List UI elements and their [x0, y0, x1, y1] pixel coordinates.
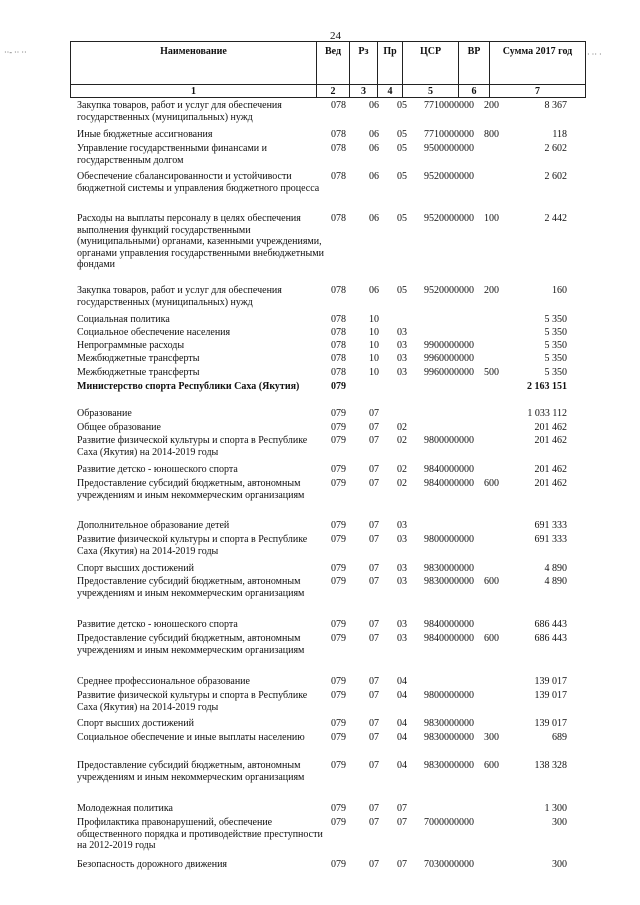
row-ved: 079: [331, 576, 346, 587]
row-ved: 078: [331, 367, 346, 378]
row-pr: 03: [397, 327, 407, 338]
header-name: Наименование: [71, 42, 317, 85]
row-rz: 07: [369, 817, 379, 828]
header-col-4: 4: [378, 85, 403, 98]
row-ved: 078: [331, 171, 346, 182]
row-sum: 2 602: [544, 143, 567, 154]
row-csr: 9960000000: [424, 353, 474, 364]
row-sum: 5 350: [544, 340, 567, 351]
row-sum: 2 602: [544, 171, 567, 182]
row-rz: 07: [369, 563, 379, 574]
row-name: Предоставление субсидий бюджетным, автономным учреждениям и иным некоммерческим организациям: [77, 576, 305, 599]
row-name: Спорт высших достижений: [77, 718, 194, 729]
row-ved: 079: [331, 619, 346, 630]
row-ved: 078: [331, 353, 346, 364]
row-pr: 03: [397, 367, 407, 378]
header-pr: Пр: [378, 42, 403, 85]
row-rz: 07: [369, 859, 379, 870]
row-ved: 079: [331, 718, 346, 729]
row-name: Молодежная политика: [77, 803, 173, 814]
row-ved: 079: [331, 520, 346, 531]
row-name: Расходы на выплаты персоналу в целях обеспечения выполнения функций государственными (муниципальными) органами, казенными учреждениями, органами управления государственными внебюджетными фондами: [77, 213, 324, 270]
row-vr: 600: [484, 633, 499, 644]
row-pr: 03: [397, 520, 407, 531]
row-rz: 07: [369, 408, 379, 419]
row-vr: 600: [484, 576, 499, 587]
row-name: Безопасность дорожного движения: [77, 859, 228, 870]
row-pr: 04: [397, 676, 407, 687]
row-ved: 078: [331, 143, 346, 154]
row-csr: 9800000000: [424, 534, 474, 545]
row-pr: 03: [397, 340, 407, 351]
row-ved: 079: [331, 422, 346, 433]
header-rz: Рз: [350, 42, 378, 85]
row-sum: 201 462: [534, 478, 567, 489]
row-ved: 079: [331, 478, 346, 489]
row-name: Социальная политика: [77, 314, 170, 325]
row-name: Общее образование: [77, 422, 161, 433]
row-vr: 200: [484, 100, 499, 111]
row-csr: 7710000000: [424, 129, 474, 140]
row-rz: 07: [369, 690, 379, 701]
row-sum: 300: [552, 859, 567, 870]
row-name: Закупка товаров, работ и услуг для обеспечения государственных (муниципальных) нужд: [77, 285, 282, 308]
row-ved: 079: [331, 534, 346, 545]
row-sum: 139 017: [534, 676, 567, 687]
header-col-2: 2: [317, 85, 350, 98]
row-name: Иные бюджетные ассигнования: [77, 129, 213, 140]
row-sum: 201 462: [534, 464, 567, 475]
header-col-1: 1: [71, 85, 317, 98]
row-pr: 05: [397, 171, 407, 182]
row-ved: 079: [331, 435, 346, 446]
row-sum: 691 333: [534, 534, 567, 545]
row-csr: 9840000000: [424, 464, 474, 475]
row-ved: 078: [331, 340, 346, 351]
page-number: 24: [330, 30, 341, 42]
row-sum: 686 443: [534, 633, 567, 644]
row-sum: 139 017: [534, 690, 567, 701]
row-sum: 138 328: [534, 760, 567, 771]
row-csr: 9830000000: [424, 576, 474, 587]
row-sum: 5 350: [544, 314, 567, 325]
row-rz: 07: [369, 718, 379, 729]
row-csr: 9960000000: [424, 367, 474, 378]
row-rz: 06: [369, 171, 379, 182]
row-rz: 06: [369, 143, 379, 154]
row-rz: 07: [369, 576, 379, 587]
row-ved: 078: [331, 129, 346, 140]
row-name: Развитие детско - юношеского спорта: [77, 464, 238, 475]
row-name: Закупка товаров, работ и услуг для обеспечения государственных (муниципальных) нужд: [77, 100, 282, 123]
row-vr: 500: [484, 367, 499, 378]
row-name: Среднее профессиональное образование: [77, 676, 250, 687]
row-ved: 079: [331, 732, 346, 743]
row-ved: 079: [331, 676, 346, 687]
row-pr: 02: [397, 422, 407, 433]
row-name: Социальное обеспечение и иные выплаты населению: [77, 732, 305, 743]
row-sum: 689: [552, 732, 567, 743]
row-csr: 7030000000: [424, 859, 474, 870]
row-pr: 07: [397, 803, 407, 814]
row-ved: 079: [331, 760, 346, 771]
row-csr: 9830000000: [424, 718, 474, 729]
row-ved: 078: [331, 314, 346, 325]
row-rz: 07: [369, 732, 379, 743]
row-sum: 118: [552, 129, 567, 140]
row-rz: 07: [369, 478, 379, 489]
row-sum: 300: [552, 817, 567, 828]
row-sum: 5 350: [544, 353, 567, 364]
row-ved: 079: [331, 633, 346, 644]
row-pr: 02: [397, 478, 407, 489]
row-pr: 04: [397, 732, 407, 743]
row-rz: 10: [369, 314, 379, 325]
row-pr: 05: [397, 213, 407, 224]
row-rz: 07: [369, 676, 379, 687]
row-csr: 9520000000: [424, 285, 474, 296]
row-csr: 9500000000: [424, 143, 474, 154]
row-csr: 9520000000: [424, 171, 474, 182]
row-pr: 02: [397, 435, 407, 446]
row-csr: 7710000000: [424, 100, 474, 111]
row-sum: 8 367: [544, 100, 567, 111]
row-vr: 600: [484, 478, 499, 489]
header-col-5: 5: [403, 85, 459, 98]
scan-mark-right: · ·· ·: [587, 50, 602, 59]
header-col-6: 6: [459, 85, 490, 98]
row-sum: 2 442: [544, 213, 567, 224]
row-name: Предоставление субсидий бюджетным, автономным учреждениям и иным некоммерческим организациям: [77, 760, 305, 783]
row-rz: 06: [369, 129, 379, 140]
row-csr: 9830000000: [424, 760, 474, 771]
row-pr: 05: [397, 285, 407, 296]
row-ved: 079: [331, 690, 346, 701]
row-rz: 06: [369, 213, 379, 224]
row-pr: 07: [397, 817, 407, 828]
row-pr: 04: [397, 718, 407, 729]
row-csr: 9520000000: [424, 213, 474, 224]
row-sum: 1 300: [544, 803, 567, 814]
row-sum: 691 333: [534, 520, 567, 531]
header-col-3: 3: [350, 85, 378, 98]
row-pr: 03: [397, 619, 407, 630]
row-name: Развитие физической культуры и спорта в Республике Саха (Якутия) на 2014-2019 годы: [77, 534, 308, 557]
row-rz: 07: [369, 534, 379, 545]
row-name: Развитие детско - юношеского спорта: [77, 619, 238, 630]
row-pr: 03: [397, 563, 407, 574]
row-ved: 079: [331, 464, 346, 475]
row-name: Профилактика правонарушений, обеспечение общественного порядка и противодействие преступности на 2012-2019 годы: [77, 817, 323, 851]
row-sum: 201 462: [534, 435, 567, 446]
row-name: Образование: [77, 408, 132, 419]
row-ved: 078: [331, 213, 346, 224]
row-rz: 07: [369, 803, 379, 814]
row-csr: 9800000000: [424, 435, 474, 446]
row-pr: 02: [397, 464, 407, 475]
row-csr: 9800000000: [424, 690, 474, 701]
row-ved: 079: [331, 817, 346, 828]
row-ved: 079: [331, 859, 346, 870]
row-pr: 03: [397, 534, 407, 545]
row-name: Спорт высших достижений: [77, 563, 194, 574]
row-name: Межбюджетные трансферты: [77, 353, 200, 364]
row-pr: 03: [397, 576, 407, 587]
row-rz: 07: [369, 464, 379, 475]
row-csr: 9900000000: [424, 340, 474, 351]
row-rz: 10: [369, 340, 379, 351]
row-rz: 07: [369, 435, 379, 446]
row-sum: 5 350: [544, 367, 567, 378]
header-csr: ЦСР: [403, 42, 459, 85]
row-ved: 079: [331, 408, 346, 419]
row-pr: 03: [397, 353, 407, 364]
row-name: Управление государственными финансами и государственным долгом: [77, 143, 267, 166]
row-ved: 078: [331, 100, 346, 111]
row-name: Развитие физической культуры и спорта в Республике Саха (Якутия) на 2014-2019 годы: [77, 690, 308, 713]
row-csr: 9840000000: [424, 619, 474, 630]
row-pr: 05: [397, 129, 407, 140]
row-rz: 07: [369, 619, 379, 630]
row-name: Предоставление субсидий бюджетным, автономным учреждениям и иным некоммерческим организациям: [77, 478, 305, 501]
row-rz: 10: [369, 367, 379, 378]
row-sum: 5 350: [544, 327, 567, 338]
row-csr: 9830000000: [424, 563, 474, 574]
row-pr: 04: [397, 690, 407, 701]
row-ved: 079: [331, 803, 346, 814]
row-rz: 10: [369, 327, 379, 338]
row-csr: 7000000000: [424, 817, 474, 828]
row-sum: 139 017: [534, 718, 567, 729]
row-vr: 600: [484, 760, 499, 771]
row-name: Непрограммные расходы: [77, 340, 185, 351]
row-pr: 07: [397, 859, 407, 870]
row-vr: 300: [484, 732, 499, 743]
row-rz: 06: [369, 285, 379, 296]
row-rz: 06: [369, 100, 379, 111]
row-csr: 9840000000: [424, 633, 474, 644]
row-vr: 200: [484, 285, 499, 296]
row-ved: 078: [331, 327, 346, 338]
row-pr: 04: [397, 760, 407, 771]
row-rz: 07: [369, 633, 379, 644]
row-sum: 201 462: [534, 422, 567, 433]
row-rz: 10: [369, 353, 379, 364]
row-sum: 160: [552, 285, 567, 296]
row-pr: 03: [397, 633, 407, 644]
row-rz: 07: [369, 422, 379, 433]
row-rz: 07: [369, 760, 379, 771]
row-vr: 100: [484, 213, 499, 224]
row-csr: 9830000000: [424, 732, 474, 743]
row-ved: 079: [331, 563, 346, 574]
row-sum: 686 443: [534, 619, 567, 630]
header-ved: Вед: [317, 42, 350, 85]
row-ved: 078: [331, 285, 346, 296]
header-sum: Сумма 2017 год: [490, 42, 586, 85]
row-sum: 4 890: [544, 563, 567, 574]
row-name: Министерство спорта Республики Саха (Якутия): [77, 381, 300, 392]
row-pr: 05: [397, 143, 407, 154]
row-pr: 05: [397, 100, 407, 111]
row-name: Социальное обеспечение населения: [77, 327, 231, 338]
row-sum: 1 033 112: [527, 408, 567, 419]
row-name: Обеспечение сбалансированности и устойчивости бюджетной системы и управления бюджетного процесса: [77, 171, 320, 194]
row-name: Межбюджетные трансферты: [77, 367, 200, 378]
row-rz: 07: [369, 520, 379, 531]
row-ved: 079: [331, 381, 346, 392]
row-csr: 9840000000: [424, 478, 474, 489]
row-sum: 4 890: [544, 576, 567, 587]
row-vr: 800: [484, 129, 499, 140]
row-name: Предоставление субсидий бюджетным, автономным учреждениям и иным некоммерческим организациям: [77, 633, 305, 656]
header-col-7: 7: [490, 85, 586, 98]
row-name: Дополнительное образование детей: [77, 520, 230, 531]
row-name: Развитие физической культуры и спорта в Республике Саха (Якутия) на 2014-2019 годы: [77, 435, 308, 458]
row-sum: 2 163 151: [527, 381, 567, 392]
scan-mark-left: ··- ·· ··: [4, 48, 27, 57]
header-vr: ВР: [459, 42, 490, 85]
